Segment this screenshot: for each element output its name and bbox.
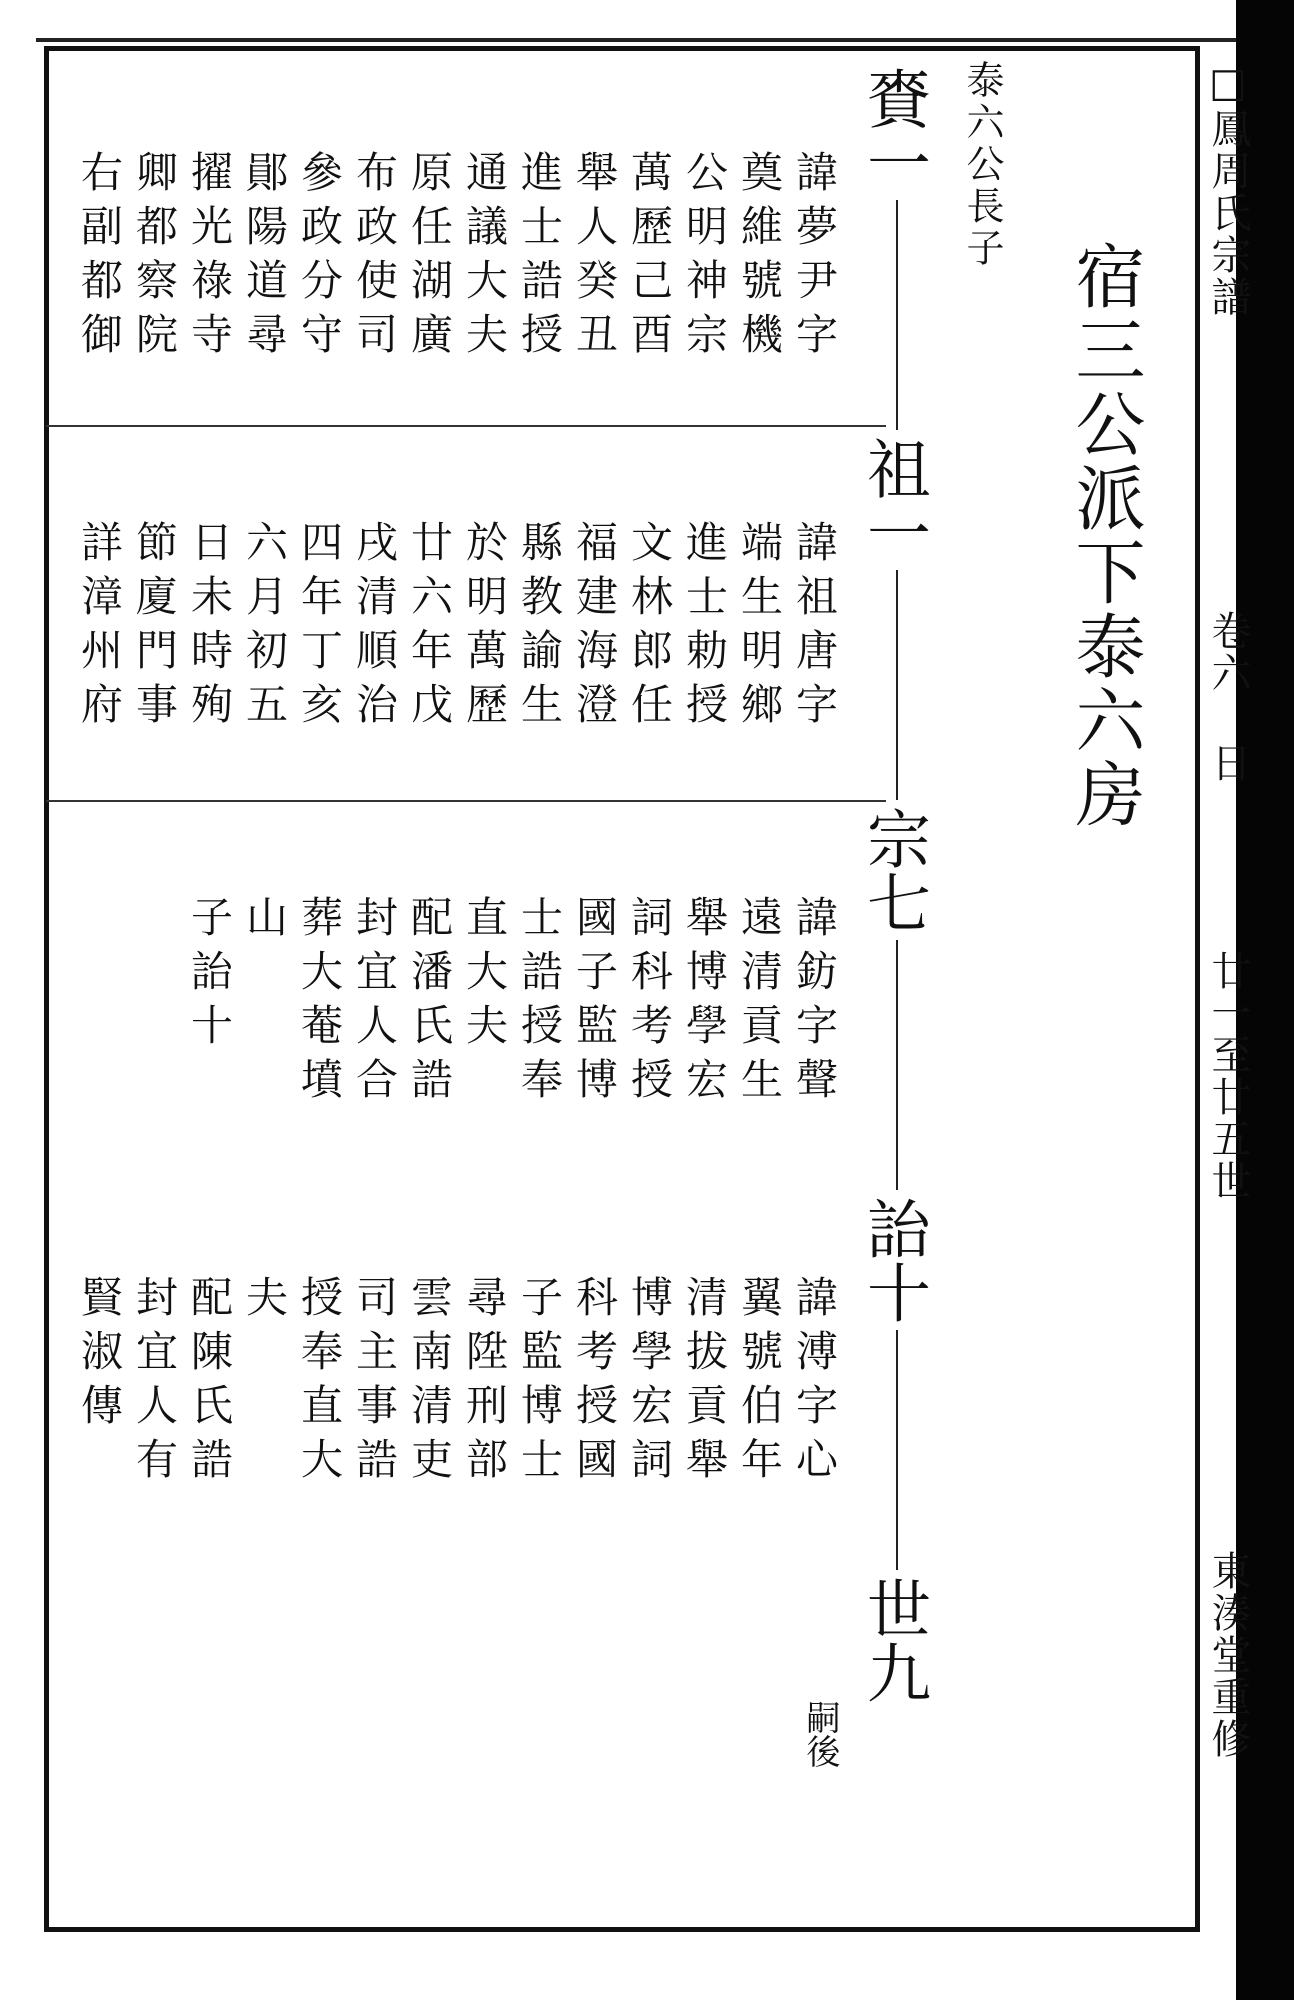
entry-2-column: 縣教諭生 — [515, 520, 564, 736]
entry-4-column: 科考授國 — [570, 1275, 619, 1491]
entry-1-column: 鄖陽道尋 — [240, 150, 289, 366]
entry-2-column: 文林郎任 — [625, 520, 674, 736]
entry-1-column: 通議大夫 — [460, 150, 509, 366]
entry-3-column: 舉博學宏 — [680, 895, 729, 1111]
generation-name-2: 祖一 — [858, 430, 928, 570]
entry-1-column: 舉人癸丑 — [570, 150, 619, 366]
entry-3-column: 子詒十 — [185, 895, 234, 1057]
entry-2-column: 戌清順治 — [350, 520, 399, 736]
entry-divider — [46, 425, 886, 427]
entry-4-column: 司主事誥 — [350, 1275, 399, 1491]
entry-2-column: 廿六年戊 — [405, 520, 454, 736]
entry-2-column: 諱祖唐字 — [790, 520, 839, 736]
entry-1-column: 萬歷己酉 — [625, 150, 674, 366]
entry-1-column: 奠維號機 — [735, 150, 784, 366]
entry-3-column: 國子監博 — [570, 895, 619, 1111]
entry-1-column: 卿都察院 — [130, 150, 179, 366]
entry-4-column: 尋陞刑部 — [460, 1275, 509, 1491]
generation-range: 廿一至廿五世 — [1205, 950, 1251, 1202]
entry-4-column: 清拔貢舉 — [680, 1275, 729, 1491]
entry-1-heading: 泰六公長子 — [960, 60, 1004, 270]
entry-2-column: 端生明鄉 — [735, 520, 784, 736]
generation-name-1: 賚一 — [858, 60, 928, 200]
entry-1-column: 原任湖廣 — [405, 150, 454, 366]
volume-label: 卷六 日 — [1205, 610, 1251, 784]
entry-4-column: 配陳氏誥 — [185, 1275, 234, 1491]
entry-4-column: 賢淑傳 — [75, 1275, 124, 1437]
entry-4-column: 博學宏詞 — [625, 1275, 674, 1491]
entry-3-column: 諱鈁字聲 — [790, 895, 839, 1111]
entry-2-column: 六月初五 — [240, 520, 289, 736]
entry-divider — [46, 800, 886, 802]
entry-3-column: 士誥授奉 — [515, 895, 564, 1111]
entry-1-column: 擢光祿寺 — [185, 150, 234, 366]
entry-3-column: 配潘氏誥 — [405, 895, 454, 1111]
entry-1-column: 進士誥授 — [515, 150, 564, 366]
entry-3-column: 封宜人合 — [350, 895, 399, 1111]
book-title: □鳳周氏宗譜 — [1205, 60, 1251, 318]
entry-1-column: 參政分守 — [295, 150, 344, 366]
entry-2-column: 進士勅授 — [680, 520, 729, 736]
entry-4-column: 授奉直大 — [295, 1275, 344, 1491]
entry-3-column: 詞科考授 — [625, 895, 674, 1111]
entry-4-column: 翼號伯年 — [735, 1275, 784, 1491]
generation-name-3: 宗七 — [858, 800, 928, 940]
entry-3-column: 山 — [240, 895, 289, 949]
margin-column — [1195, 50, 1251, 1930]
entry-4-column: 子監博士 — [515, 1275, 564, 1491]
entry-3-column: 葬大菴墳 — [295, 895, 344, 1111]
entry-2-column: 四年丁亥 — [295, 520, 344, 736]
entry-2-column: 節廈門事 — [130, 520, 179, 736]
generation-name-4: 詒十 — [858, 1190, 928, 1330]
entry-4-column: 夫 — [240, 1275, 289, 1329]
publisher-label: 東湊堂重修 — [1205, 1550, 1251, 1760]
entry-1-column: 布政使司 — [350, 150, 399, 366]
entry-1-column: 公明神宗 — [680, 150, 729, 366]
entry-2-column: 福建海澄 — [570, 520, 619, 736]
entry-4-column: 諱溥字心 — [790, 1275, 839, 1491]
section-title: 宿三公派下泰六房 — [1064, 240, 1146, 832]
heir-note: 嗣後 — [800, 1700, 840, 1768]
entry-2-column: 於明萬歷 — [460, 520, 509, 736]
entry-3-column: 直大夫 — [460, 895, 509, 1057]
entry-2-column: 日未時殉 — [185, 520, 234, 736]
entry-3-column: 遠清貢生 — [735, 895, 784, 1111]
top-rule — [36, 38, 1236, 42]
entry-1-column: 右副都御 — [75, 150, 124, 366]
entry-2-column: 詳漳州府 — [75, 520, 124, 736]
entry-1-column: 諱夢尹字 — [790, 150, 839, 366]
entry-4-column: 雲南清吏 — [405, 1275, 454, 1491]
generation-name-5: 世九 — [858, 1570, 928, 1710]
entry-4-column: 封宜人有 — [130, 1275, 179, 1491]
